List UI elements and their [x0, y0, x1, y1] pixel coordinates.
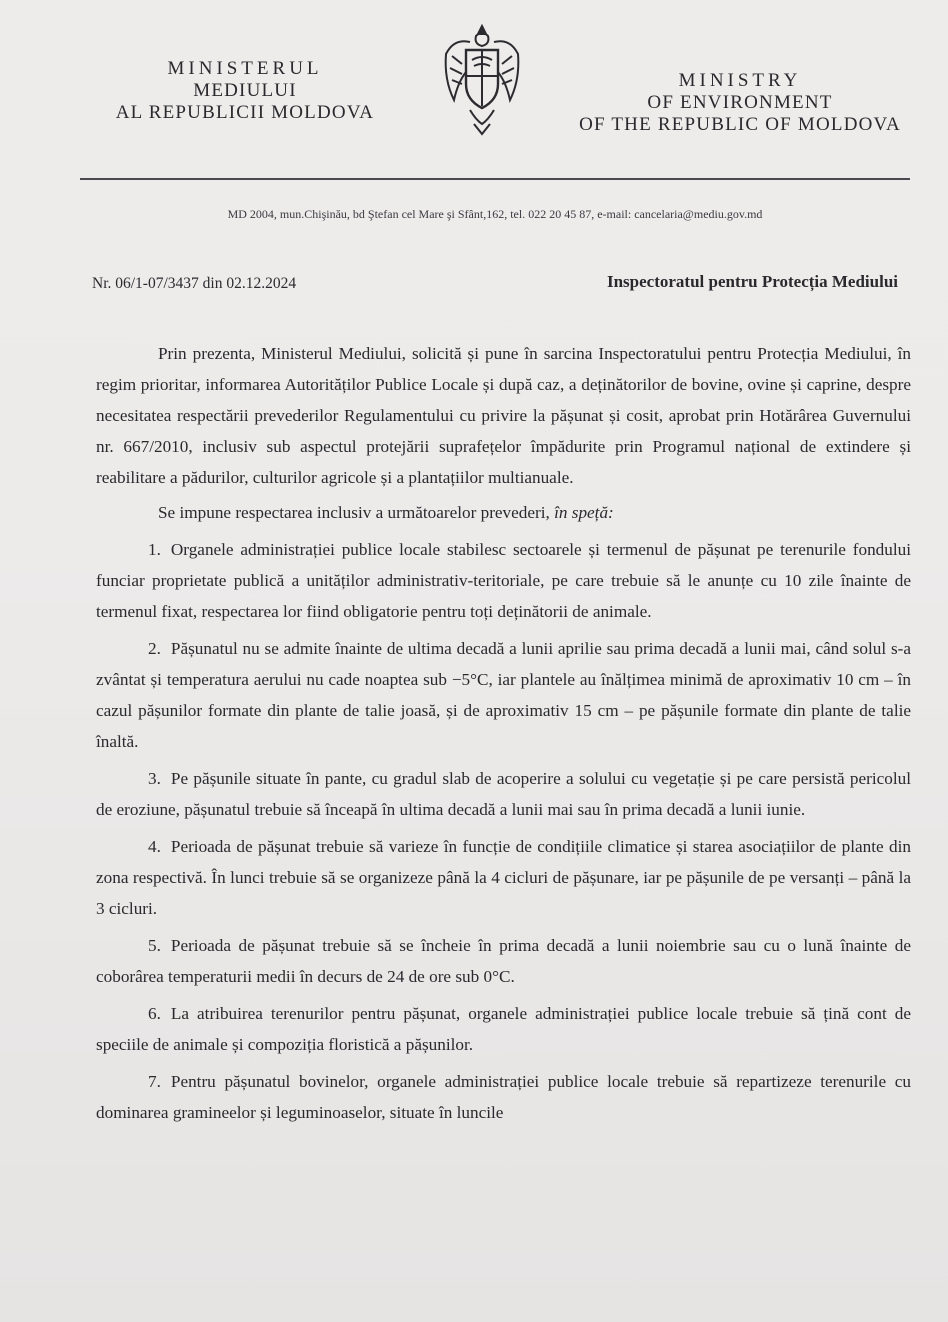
ministry-name-ro [100, 58, 390, 124]
item-text: La atribuirea terenurilor pentru pășunat, organele administrației publice locale trebuie să țină cont de speciile de animale și compoziția floristică a pășunilor. [96, 1004, 911, 1054]
header-divider [80, 178, 910, 180]
item-number: 5. [148, 936, 161, 955]
list-item [96, 633, 911, 757]
item-text: Organele administrației publice locale stabilesc sectoarele și termenul de pășunat pe terenurile fondului funciar proprietate publică a unităților administrativ-teritoriale, pe care trebuie să le anunțe cu 10 zile înainte de termenul fixat, respectarea lor fiind obligatorie pentru toți deținătorii de animale. [96, 540, 911, 621]
ministry-ro-line-2: MEDIULUI [193, 80, 297, 101]
list-item [96, 831, 911, 924]
item-number: 3. [148, 769, 161, 788]
list-item [96, 534, 911, 627]
lead-text: Se impune respectarea inclusiv a următoarelor prevederi, [158, 503, 550, 522]
ministry-ro-line-3: AL REPUBLICII MOLDOVA [115, 102, 375, 123]
ministry-name-en [560, 70, 920, 136]
list-item [96, 930, 911, 992]
ministry-en-line-2: OF ENVIRONMENT [647, 92, 833, 113]
item-text: Pe pășunile situate în pante, cu gradul slab de acoperire a solului cu vegetație și pe care persistă pericolul de eroziune, pășunatul trebuie să înceapă în ultima decadă a lunii mai sau în prima decadă a lunii iunie. [96, 769, 911, 819]
list-item [96, 998, 911, 1060]
letter-body [96, 338, 911, 1128]
item-text: Pentru pășunatul bovinelor, organele administrației publice locale trebuie să repartizeze terenurile cu dominarea gramineelor și leguminoaselor, situate în luncile [96, 1072, 911, 1122]
item-number: 4. [148, 837, 161, 856]
item-text: Perioada de pășunat trebuie să varieze în funcție de condițiile climatice și starea asociațiilor de plante din zona respectivă. În lunci trebuie să se organizeze până la 4 cicluri de pășunare, iar pe pășunile de pe versanți – până la 3 cicluri. [96, 837, 911, 918]
list-item [96, 763, 911, 825]
ministry-en-line-3: OF THE REPUBLIC OF MOLDOVA [579, 114, 901, 135]
reference-number: Nr. 06/1-07/3437 din 02.12.2024 [92, 275, 297, 292]
coat-of-arms-icon [440, 20, 524, 138]
lead-paragraph [96, 497, 911, 528]
contact-line: MD 2004, mun.Chişinău, bd Ştefan cel Mare şi Sfânt,162, tel. 022 20 45 87, e-mail: cancelaria@mediu.gov.md [227, 207, 763, 221]
ministry-en-line-1: MINISTRY [678, 70, 802, 91]
item-text: Pășunatul nu se admite înainte de ultima decadă a lunii aprilie sau prima decadă a lunii mai, când solul s-a zvântat și temperatura aerului nu cade noaptea sub −5°C, iar plantele au înălțimea minimă de aproximativ 10 cm – în cazul pășunilor formate din plante de talie joasă, și de aproximativ 15 cm – pe pășunile formate din plante de talie înaltă. [96, 639, 911, 751]
item-text: Perioada de pășunat trebuie să se încheie în prima decadă a lunii noiembrie sau cu o lună înainte de coborârea temperaturii medii în decurs de 24 de ore sub 0°C. [96, 936, 911, 986]
ministry-ro-line-1: MINISTERUL [167, 58, 323, 79]
intro-paragraph: Prin prezenta, Ministerul Mediului, solicită și pune în sarcina Inspectoratului pentru Protecția Mediului, în regim prioritar, informarea Autorităților Publice Locale și după caz, a deținătorilor de bovine, ovine și caprine, despre necesitatea respectării prevederilor Regulamentului cu privire la pășunat și cosit, aprobat prin Hotărârea Guvernului nr. 667/2010, inclusiv sub aspectul protejării suprafețelor împădurite prin Programul național de extindere și reabilitare a pădurilor, culturilor agricole și a plantațiilor multianuale. [96, 344, 911, 487]
item-number: 1. [148, 540, 161, 559]
list-item [96, 1066, 911, 1128]
item-number: 2. [148, 639, 161, 658]
addressee: Inspectoratul pentru Protecția Mediului [606, 272, 898, 291]
item-number: 7. [148, 1072, 161, 1091]
lead-emphasis: în speță: [554, 503, 614, 522]
item-number: 6. [148, 1004, 161, 1023]
